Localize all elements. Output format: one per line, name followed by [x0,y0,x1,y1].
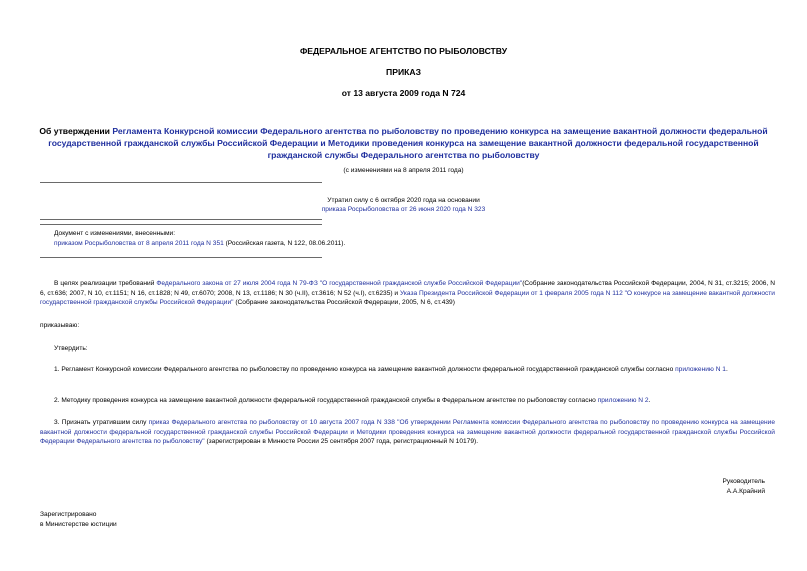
appendix-1-link[interactable]: приложению N 1 [675,366,726,373]
item-3-text: 3. Признать утратившим силу [54,419,149,426]
preamble-text-b: (Собрание законодательства Российской Федерации, 2004, N 31, ст.3215; 2006, N 6, ст.636; 2007, N 10, ст.1151; N 16, ст.1828; N 49, ст.6070; 2008, N 13, ст.1186; N 30 (ч.II), ст.3616; N 52 (ч.I), ст.6235) и [40,280,775,297]
registration-line-1: Зарегистрировано [40,511,97,518]
item-2-end: . [648,397,651,404]
divider [40,257,322,258]
item-1 [40,365,775,375]
repeal-order-link[interactable]: приказа Росрыболовства от 26 июня 2020 года N 323 [321,206,486,213]
item-1-end: . [725,366,728,373]
order-word: приказываю: [40,322,80,329]
amendments-line [54,239,345,248]
repeal-text: Утратил силу с 6 октября 2020 года на основании [327,197,480,204]
amendments-order-link[interactable]: приказом Росрыболовства от 8 апреля 2011 года N 351 [54,240,224,247]
amendments-source: (Российская газета, N 122, 08.06.2011). [223,240,346,247]
preamble-text-a: В целях реализации требований [54,280,157,287]
registration-block [40,510,117,530]
item-3-end: (зарегистрирован в Минюсте России 25 сентября 2007 года, регистрационный N 10179). [204,438,479,446]
title-prefix: Об утверждении [39,126,113,136]
approve-word: Утвердить: [54,345,88,352]
signature-position: Руководитель [722,478,765,485]
amendments-label: Документ с изменениями, внесенными: [54,230,176,237]
federal-law-link[interactable]: Федерального закона от 27 июля 2004 года N 79-ФЗ "О государственной гражданской службе Российской Федерации" [156,280,523,287]
preamble-paragraph [40,279,775,308]
divider [40,182,322,183]
divider [40,219,322,220]
preamble-text-c: (Собрание законодательства Российской Федерации, 2005, N 6, ст.439) [233,299,455,307]
document-title [34,125,773,161]
item-3 [40,418,775,447]
signature-block [723,477,765,496]
item-1-text: 1. Регламент Конкурсной комиссии Федерального агентства по рыболовству по проведению конкурса на замещение вакантной должности федеральной государственной гражданской службы согласно [54,366,676,373]
signature-name: А.А.Крайний [726,487,765,495]
title-regulation-link[interactable]: Регламента Конкурсной комиссии Федерального агентства по рыболовству по проведению конкурса на замещение вакантной должности федеральной государственной гражданской службы Российской Федерации и Методики проведения конкурса на замещение вакантной должности федеральной государственной гражданской службы Федерального агентства по рыболовству [48,126,768,160]
repealed-order-link[interactable]: приказ Федерального агентства по рыболовству от 10 августа 2007 года N 338 "Об утверждении Регламента комиссии Федерального агентства по рыболовству по проведению конкурса на замещение вакантной должности федеральной государственной гражданской службы Российской Федерации и Методики проведения конкурса на замещение вакантной должности федеральной государственной гражданской службы Российской Федерации Федерального агентства по рыболовству" [40,419,775,446]
repeal-notice [20,196,787,214]
item-2-text: 2. Методику проведения конкурса на замещение вакантной должности федеральной государственной гражданской службы в Федеральном агентстве по рыболовству согласно [54,397,598,404]
changes-note: (с изменениями на 8 апреля 2011 года) [343,167,464,174]
registration-line-2: в Министерстве юстиции [40,521,117,528]
presidential-decree-link[interactable]: Указа Президента Российской Федерации от 1 февраля 2005 года N 112 "О конкурсе на замещение вакантной должности государственной гражданской службы Российской Федерации" [40,289,775,307]
appendix-2-link[interactable]: приложению N 2 [597,397,649,404]
item-2 [40,396,775,406]
agency-name: ФЕДЕРАЛЬНОЕ АГЕНТСТВО ПО РЫБОЛОВСТВУ [299,46,508,56]
document-type: ПРИКАЗ [386,67,421,77]
document-date-number: от 13 августа 2009 года N 724 [341,88,466,98]
divider [40,224,322,225]
